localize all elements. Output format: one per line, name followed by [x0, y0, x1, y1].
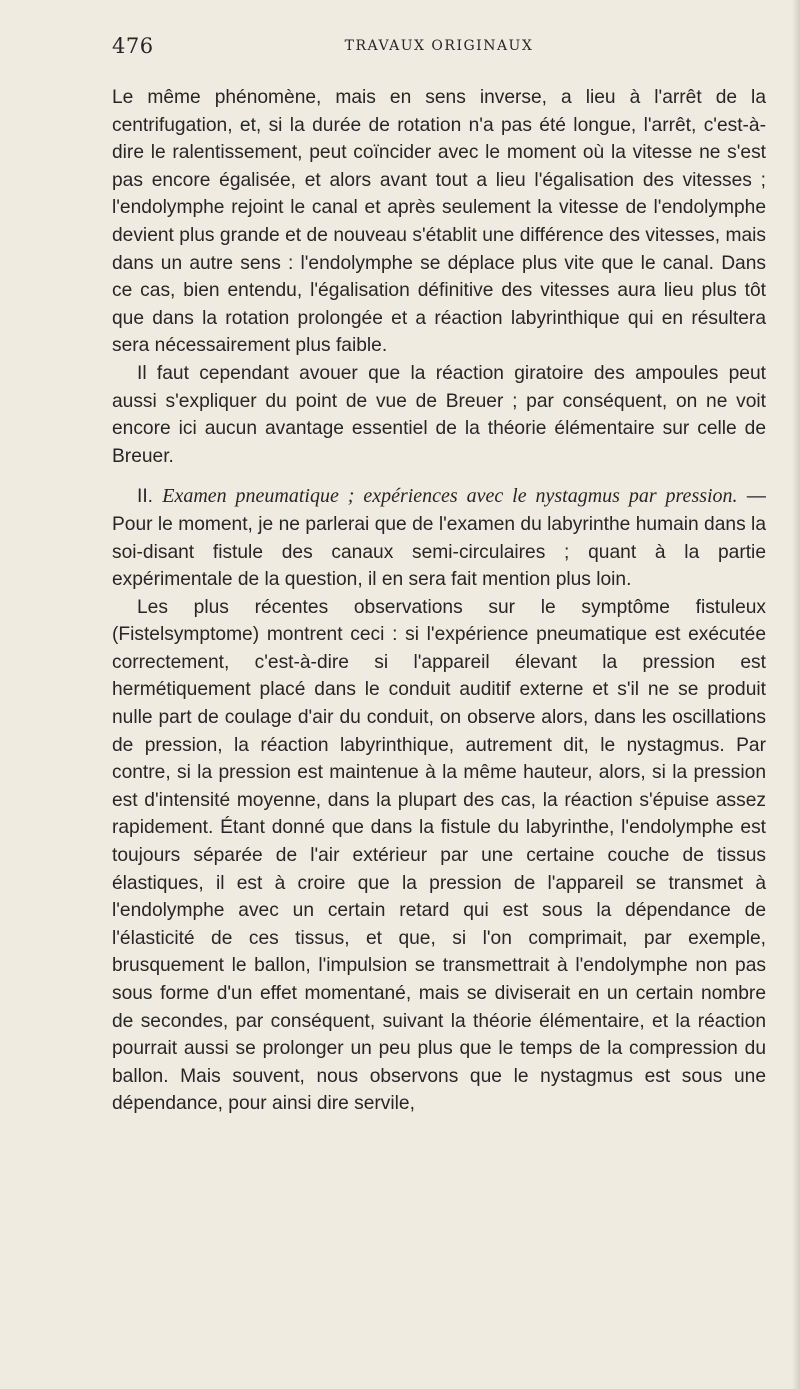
body-text [112, 84, 766, 1118]
section-number: II. [137, 486, 163, 508]
paragraph: Le même phénomène, mais en sens inverse, a lieu à l'arrêt de la centrifugation, et, si la durée de rotation n'a pas été longue, l'arrêt, c'est-à-dire le ralentissement, peut coïncider avec le moment où la vitesse ne s'est pas encore égalisée, et alors avant tout a lieu l'égalisation des vitesses ; l'endolymphe rejoint le canal et après seulement la vitesse de l'endolymphe devient plus grande et de nouveau s'établit une différence des vitesses, mais dans un autre sens : l'endolymphe se déplace plus vite que le canal. Dans ce cas, bien entendu, l'égalisation définitive des vitesses aura lieu plus tôt que dans la rotation prolongée et a réaction labyrinthique qui en résultera sera nécessairement plus faible. [112, 87, 766, 357]
paragraph: Les plus récentes observations sur le symptôme fistuleux (Fistelsymptome) montrent ceci : si l'expérience pneumatique est exécutée correctement, c'est-à-dire si l'appareil élevant la pression est hermétiquement placé dans le conduit auditif externe et s'il ne se produit nulle part de coulage d'air du conduit, on observe alors, dans les oscillations de pression, la réaction labyrinthique, autrement dit, le nystagmus. Par contre, si la pression est maintenue à la même hauteur, alors, si la pression est d'intensité moyenne, dans la plupart des cas, la réaction s'épuise assez rapidement. Étant donné que dans la fistule du labyrinthe, l'endolymphe est toujours séparée de l'air extérieur par une certaine couche de tissus élastiques, il est à croire que la pression de l'appareil se transmet à l'endolymphe avec un certain retard qui est sous la dépendance de l'élasticité de ces tissus, et que, si l'on comprimait, par exemple, brusquement le ballon, l'impulsion se transmettrait à l'endolymphe non pas sous forme d'un effet momentané, mais se diviserait en un certain nombre de secondes, par conséquent, suivant la théorie élémentaire, et la réaction pourrait aussi se prolonger un peu plus que le temps de la compression du ballon. Mais souvent, nous observons que le nystagmus est sous une dépendance, pour ainsi dire servile, [112, 596, 766, 1115]
page-number: 476 [112, 34, 154, 58]
section-paragraph [112, 483, 766, 593]
paragraph-text: — Pour le moment, je ne parlerai que de l'examen du labyrinthe humain dans la soi-disant fistule des canaux semi-circulaires ; quant à la partie expérimentale de la question, il en sera fait mention plus loin. [112, 486, 766, 591]
page-header [112, 34, 766, 64]
paragraph: Il faut cependant avouer que la réaction giratoire des ampoules peut aussi s'expliquer du point de vue de Breuer ; par conséquent, on ne voit encore ici aucun avantage essentiel de la théorie élémentaire sur celle de Breuer. [112, 362, 766, 467]
page-edge-shadow [792, 0, 800, 1389]
running-title: TRAVAUX ORIGINAUX [344, 38, 534, 54]
section-title: Examen pneumatique ; expériences avec le nystagmus par pression. [162, 485, 738, 508]
